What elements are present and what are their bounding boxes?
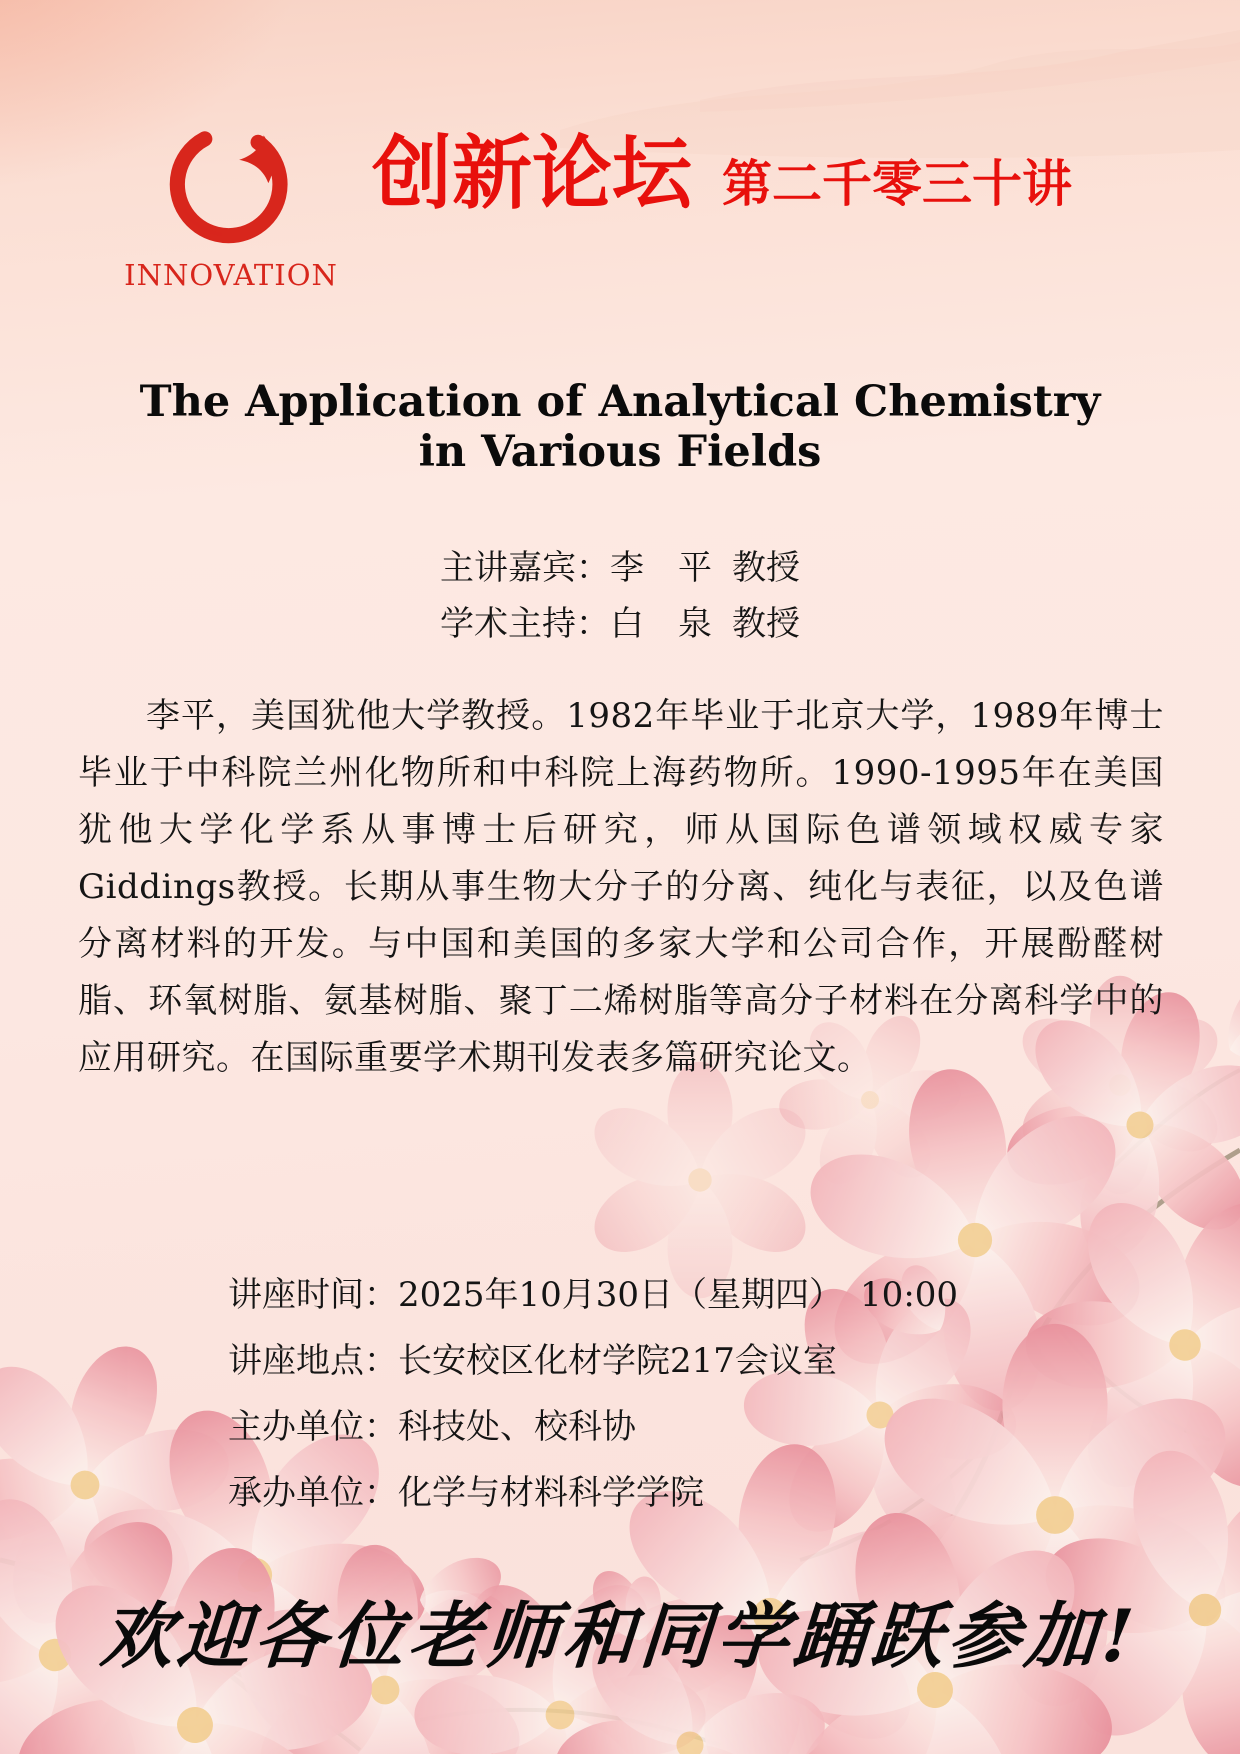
detail-row-organizer <box>228 1390 958 1456</box>
detail-label: 主办单位： <box>228 1406 398 1447</box>
detail-row-time <box>228 1258 958 1324</box>
detail-value: 长安校区化材学院217会议室 <box>398 1340 837 1381</box>
lecture-title-line1: The Application of Analytical Chemistry <box>139 377 1101 427</box>
detail-row-undertaker <box>228 1456 958 1522</box>
lecture-details <box>228 1258 958 1522</box>
speaker-line <box>0 540 1240 596</box>
lecture-title <box>0 378 1240 478</box>
host-line <box>0 596 1240 652</box>
lecture-title-line2: in Various Fields <box>418 426 822 477</box>
innovation-logo <box>116 112 346 292</box>
detail-label: 承办单位： <box>228 1472 398 1513</box>
host-name: 白 泉 <box>610 604 712 644</box>
host-suffix: 教授 <box>732 604 800 644</box>
speaker-suffix: 教授 <box>732 548 800 588</box>
detail-value: 化学与材料科学学院 <box>398 1472 704 1513</box>
detail-label: 讲座时间： <box>228 1274 398 1315</box>
detail-label: 讲座地点： <box>228 1340 398 1381</box>
forum-title: 创新论坛 <box>372 127 692 220</box>
detail-value: 科技处、校科协 <box>398 1406 636 1447</box>
forum-header <box>372 128 1072 220</box>
biography-text: 李平，美国犹他大学教授。1982年毕业于北京大学，1989年博士毕业于中科院兰州化物所和中科院上海药物所。1990-1995年在美国犹他大学化学系从事博士后研究，师从国际色谱领域权威专家Giddings教授。长期从事生物大分子的分离、纯化与表征，以及色谱分离材料的开发。与中国和美国的多家大学和公司合作，开展酚醛树脂、环氧树脂、氨基树脂、聚丁二烯树脂等高分子材料在分离科学中的应用研究。在国际重要学术期刊发表多篇研究论文。 <box>78 696 1164 1078</box>
detail-row-place <box>228 1324 958 1390</box>
innovation-logo-icon <box>161 112 301 252</box>
lecture-number: 第二千零三十讲 <box>722 155 1072 213</box>
logo-text: INNOVATION <box>124 258 338 292</box>
biography-section <box>78 688 1164 1087</box>
detail-value: 2025年10月30日（星期四） 10:00 <box>398 1274 959 1315</box>
welcome-message: 欢迎各位老师和同学踊跃参加! <box>97 1593 1142 1678</box>
speaker-label: 主讲嘉宾： <box>440 548 610 588</box>
people-block <box>0 540 1240 652</box>
host-label: 学术主持： <box>440 604 610 644</box>
speaker-name: 李 平 <box>610 548 712 588</box>
